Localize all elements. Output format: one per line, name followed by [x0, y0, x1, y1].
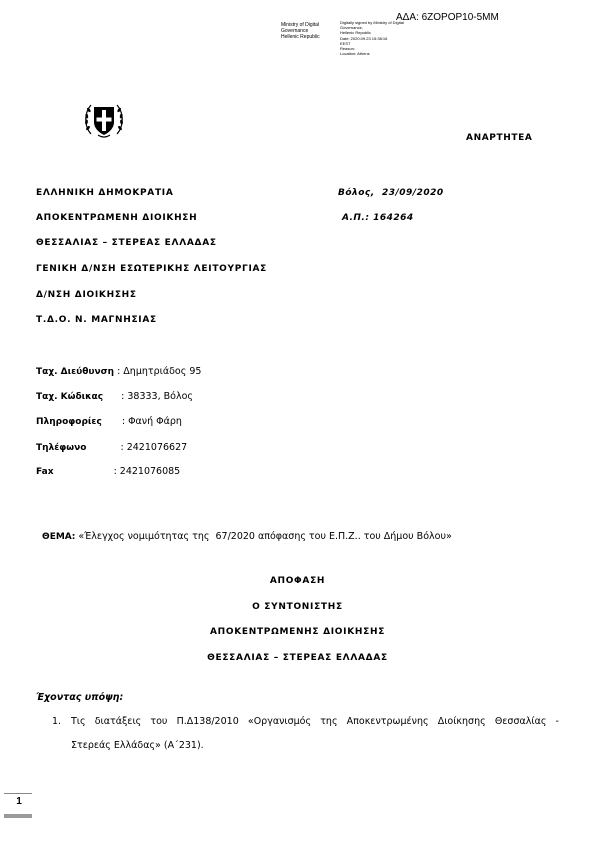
digital-signature-right [340, 20, 404, 56]
contact-value: : Φανή Φάρη [121, 416, 182, 427]
contact-fax [36, 466, 180, 477]
signature-line: Digitally signed by Ministry of Digital [340, 20, 404, 25]
signature-line: Governance [281, 28, 309, 35]
signature-line: Hellenic Republic [340, 30, 371, 36]
list-item-text: Στερεάς Ελλάδας» (Α΄231). [71, 740, 204, 751]
publish-label: ΑΝΑΡΤΗΤΕΑ [466, 133, 533, 143]
contact-label: Ταχ. Διεύθυνση [36, 367, 115, 377]
signature-line: Date: 2020.09.23 15:38:16 [340, 35, 388, 41]
contact-address [36, 366, 201, 377]
page-number-rule [4, 793, 32, 794]
signature-line: Location: Athens [340, 51, 370, 57]
decision-title: ΑΠΟΦΑΣΗ [269, 576, 326, 586]
signature-line: Governance, [340, 25, 363, 31]
page-number: 1 [16, 796, 22, 807]
protocol-number: Α.Π.: 164264 [342, 213, 414, 223]
contact-label: Ταχ. Κώδικας [36, 392, 104, 402]
contact-label: Τηλέφωνο [36, 443, 87, 453]
signature-line: Reason: [340, 46, 355, 52]
contact-phone [36, 442, 187, 453]
contact-label: Fax [36, 467, 54, 477]
contact-value: : 38333, Βόλος [121, 391, 193, 402]
decision-title: ΘΕΣΣΑΛΙΑΣ – ΣΤΕΡΕΑΣ ΕΛΛΑΔΑΣ [207, 653, 388, 663]
subject-label: ΘΕΜΑ: [42, 532, 76, 542]
having-in-mind: Έχοντας υπόψη: [36, 692, 124, 703]
decision-title: Ο ΣΥΝΤΟΝΙΣΤΗΣ [252, 602, 343, 612]
signature-line: Ministry of Digital [281, 22, 320, 28]
header-line: ΑΠΟΚΕΝΤΡΩΜΕΝΗ ΔΙΟΙΚΗΣΗ [36, 213, 198, 223]
list-item-number: 1. [52, 716, 62, 727]
list-item-text: Τις διατάξεις του Π.Δ138/2010 «Οργανισμός της Αποκεντρωμένης Διοίκησης Θεσσαλίας - [71, 716, 559, 727]
page-number-bar [4, 814, 32, 818]
header-line: ΘΕΣΣΑΛΙΑΣ – ΣΤΕΡΕΑΣ ΕΛΛΑΔΑΣ [36, 238, 217, 248]
header-line: Τ.Δ.Ο. Ν. ΜΑΓΝΗΣΙΑΣ [36, 315, 157, 325]
decision-title: ΑΠΟΚΕΝΤΡΩΜΕΝΗΣ ΔΙΟΙΚΗΣΗΣ [209, 627, 386, 637]
header-line: ΓΕΝΙΚΗ Δ/ΝΣΗ ΕΣΩΤΕΡΙΚΗΣ ΛΕΙΤΟΥΡΓΙΑΣ [36, 264, 268, 274]
header-line: ΕΛΛΗΝΙΚΗ ΔΗΜΟΚΡΑΤΙΑ [36, 188, 174, 198]
contact-postcode [36, 391, 193, 402]
place-date: Βόλος, 23/09/2020 [338, 188, 444, 198]
contact-info [36, 416, 182, 427]
ada-code: ΑΔΑ: 6ΖΟΡΟΡ10-5ΜΜ [396, 12, 499, 23]
subject-line [36, 520, 452, 542]
header-line: Δ/ΝΣΗ ΔΙΟΙΚΗΣΗΣ [36, 290, 137, 300]
signature-line: Hellenic Republic [281, 34, 320, 41]
digital-signature-left [281, 22, 320, 41]
contact-value: : 2421076085 [113, 466, 181, 477]
subject-text: «Έλεγχος νομιμότητας της 67/2020 απόφασης του Ε.Π.Ζ.. του Δήμου Βόλου» [78, 531, 452, 542]
greek-emblem-icon [82, 98, 126, 142]
contact-value: : Δημητριάδος 95 [117, 366, 202, 377]
contact-label: Πληροφορίες [36, 417, 102, 427]
signature-line: EEST [340, 40, 351, 46]
contact-value: : 2421076627 [120, 442, 188, 453]
